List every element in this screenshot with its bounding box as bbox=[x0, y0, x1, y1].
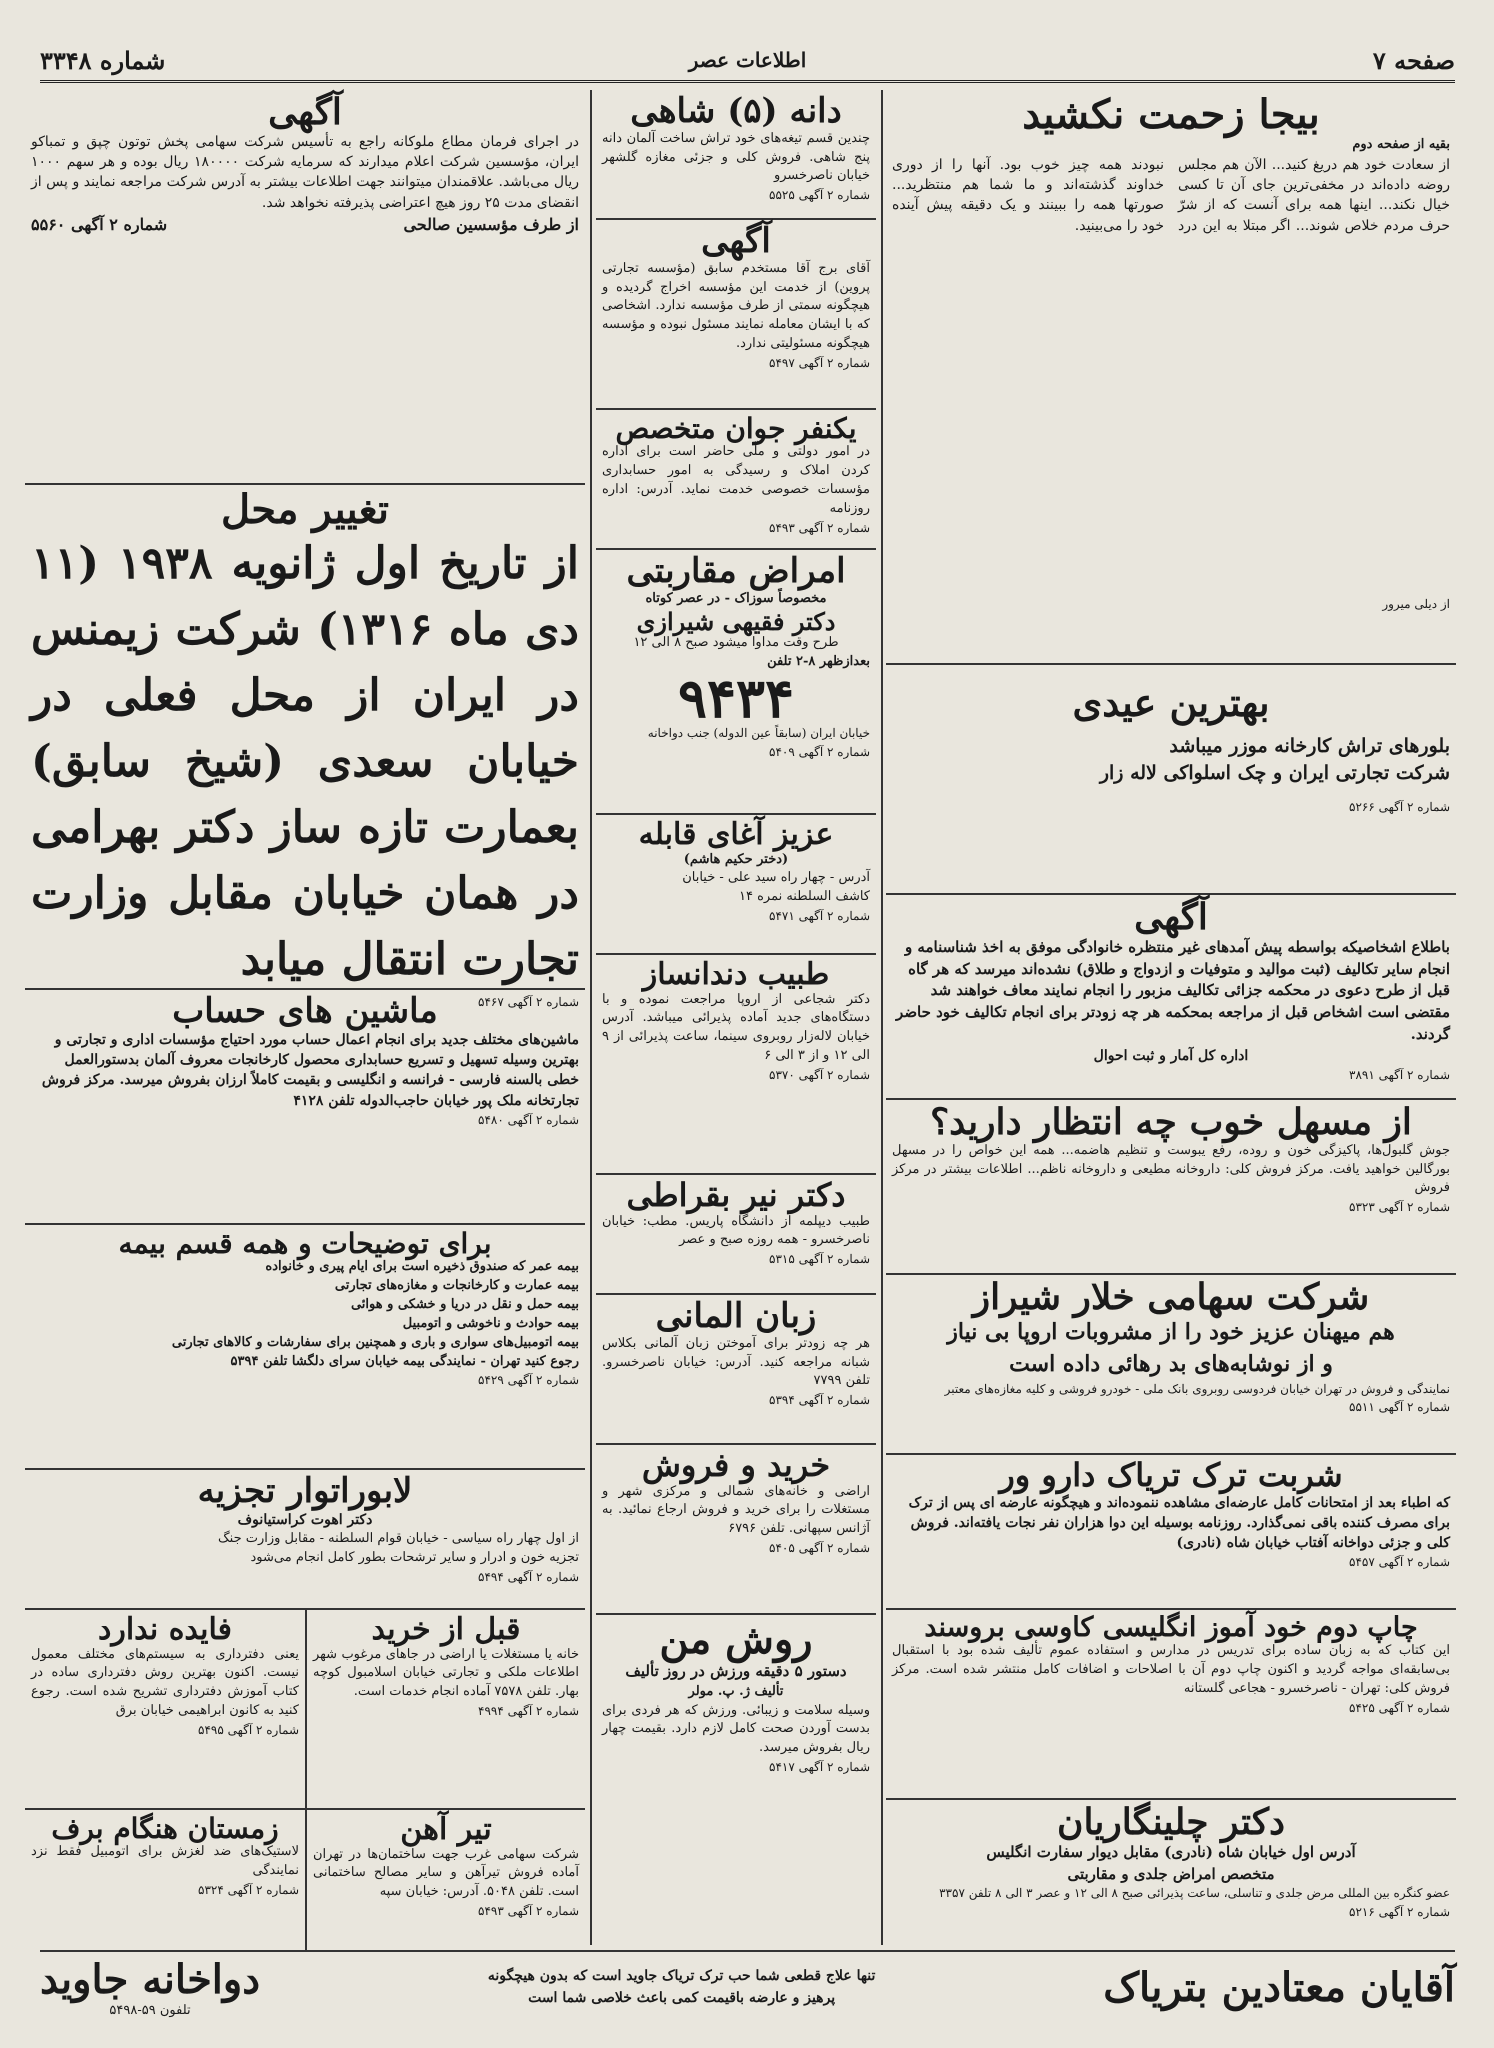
ad-bimeh bbox=[25, 1225, 585, 1470]
ad-title: قبل از خرید bbox=[371, 1612, 521, 1647]
ad-ref: شماره ۲ آگهی ۵۵۶۰ bbox=[31, 214, 168, 234]
ad-ref: شماره ۲ آگهی ۵۳۱۵ bbox=[769, 1252, 870, 1267]
footer-line: پرهیز و عارضه باقیمت کمی باعث خلاصی شما است bbox=[528, 1990, 836, 2006]
ad-line: آدرس - چهار راه سید علی - خیابان bbox=[682, 870, 870, 886]
ad-ref: شماره ۲ آگهی ۴۹۹۴ bbox=[478, 1704, 579, 1719]
ad-line: بیمه حوادث و ناخوشی و اتومبیل bbox=[402, 1315, 579, 1331]
ad-chelingarian bbox=[886, 1800, 1456, 1950]
ad-line: (دختر حکیم هاشم) bbox=[683, 851, 789, 867]
ad-title: دکتر نیر بقراطی bbox=[626, 1176, 846, 1214]
ad-title: دانه (۵) شاهی bbox=[630, 91, 842, 131]
footer-left-title: دواخانه جاوید bbox=[40, 1956, 261, 2003]
ad-title: زمستان هنگام برف bbox=[51, 1812, 279, 1845]
ad-title: طبیب دندانساز bbox=[642, 957, 830, 992]
ad-best-eidi bbox=[886, 665, 1456, 895]
ad-line: دکتر اهوت کراستیانوف bbox=[237, 1511, 373, 1528]
ad-khollar bbox=[886, 1275, 1456, 1455]
ad-title: عزیز آغای قابله bbox=[638, 817, 834, 852]
ad-body: این کتاب که به زبان ساده برای تدریس در مدارس و استفاده عموم تألیف شده بود با استقبال بی‌سابقه‌ای مواجه گردید و اکنون چاپ دوم آن با اصلاحات و اضافات کامل منتشر شده است. مرکز فروش کلی: تهران - ناصرخسرو - هجاعی گلستانه bbox=[892, 1643, 1450, 1697]
ad-line: آدرس اول خیابان شاه (نادری) مقابل دیوار سفارت انگلیس bbox=[986, 1842, 1356, 1861]
ad-line: بیمه عمارت و کارخانجات و مغازه‌های تجارتی bbox=[334, 1278, 579, 1294]
ad-ref: شماره ۲ آگهی ۵۴۲۵ bbox=[1349, 1700, 1450, 1715]
ad-ref: شماره ۲ آگهی ۵۴۷۱ bbox=[769, 909, 870, 924]
ad-title: برای توضیحات و همه قسم بیمه bbox=[118, 1227, 492, 1260]
ad-ref: شماره ۲ آگهی ۵۴۹۴ bbox=[478, 1569, 579, 1584]
ad-title: شربت ترک تریاک دارو ور bbox=[999, 1456, 1343, 1494]
ad-taghir-mahal bbox=[25, 485, 585, 1009]
footer-tel: تلفون ۵۹-۵۴۹۸ bbox=[109, 2003, 191, 2018]
page-footer-ad bbox=[40, 1950, 1455, 2022]
ad-kavousi bbox=[886, 1610, 1456, 1800]
ad-boghrati bbox=[596, 1175, 876, 1295]
ad-ref: شماره ۲ آگهی ۵۳۲۴ bbox=[198, 1883, 299, 1898]
ad-body: در اجرای فرمان مطاع ملوکانه راجع به تأسیس شرکت سهامی پخش توتون چپق و تمباکو ایران، مؤسسین شرکت اعلام میدارند که سرمایه شرکت ۱۸۰۰۰۰ ریال بوده و هر سهم ۱۰۰۰ ریال می‌باشد. علاقمندان میتوانند جهت اطلاعات بیشتر به آدرس شرکت مراجعه نمایند و پس از انقضای مدت ۲۵ روز هیچ اعتراضی پذیرفته نخواهد شد. bbox=[31, 133, 579, 211]
left-subcolumn-a bbox=[25, 1610, 305, 1950]
ad-body: در امور دولتی و ملّی حاضر است برای اداره کردن املاک و رسیدگی به امور حسابداری مؤسسات خصوصی خدمت نماید. آدرس: اداره روزنامه bbox=[602, 444, 870, 516]
ad-body: جوش گلبول‌ها، پاکیزگی خون و روده، رفع یبوست و تنظیم هاضمه... همه این خواص را در مسهل بورگالین خواهید یافت. مرکز فروش کلی: داروخانه مطیعی و داروخانه ناظم... اطلاعات بیشتر در مرکز فروش bbox=[892, 1142, 1450, 1196]
page-header bbox=[40, 40, 1455, 83]
ad-body: آقای برج آقا مستخدم سابق (مؤسسه تجارتی پروین) از خدمت این مؤسسه اخراج گردیده و هیچگونه سمتی از طرف مؤسسه ندارد. اشخاصی که با ایشان معامله نمایند مسئول نبوده و مؤسسه هیچگونه مسئولیتی ندارد. bbox=[602, 260, 870, 352]
ad-ref: شماره ۲ آگهی ۵۴۱۷ bbox=[769, 1760, 870, 1775]
ad-line: مخصوصاً سوزاک - در عصر کوتاه bbox=[645, 590, 827, 606]
ad-agahi-tutun bbox=[25, 90, 585, 485]
ad-daneh bbox=[596, 90, 876, 220]
ad-address: خیابان ایران (سابقاً عین الدوله) جنب دواخانه bbox=[647, 726, 870, 741]
footer-middle bbox=[488, 1965, 876, 2010]
paper-name: اطلاعات عصر bbox=[688, 48, 807, 72]
ad-ref: شماره ۲ آگهی ۵۴۰۹ bbox=[769, 744, 870, 759]
ad-dentist bbox=[596, 955, 876, 1175]
ad-amraz bbox=[596, 550, 876, 815]
ad-line: بیمه اتومبیل‌های سواری و باری و همچنین برای سفارشات و کالاهای تجارتی bbox=[171, 1334, 579, 1350]
ad-line: از اول چهار راه سیاسی - خیابان قوام السلطنه - مقابل وزارت جنگ bbox=[218, 1530, 579, 1546]
ad-signature: اداره کل آمار و ثبت احوال bbox=[1093, 1047, 1249, 1064]
ad-agahi-amar bbox=[886, 895, 1456, 1100]
ad-body-large: از تاریخ اول ژانویه ۱۹۳۸ (۱۱ دی ماه ۱۳۱۶) شرکت زیمنس در ایران از محل فعلی در خیابان سعدی (شیخ سابق) بعمارت تازه ساز دکتر بهرامی در همان خیابان مقابل وزارت تجارت انتقال میابد bbox=[31, 538, 580, 985]
ad-ref: شماره ۲ آگهی ۵۳۷۰ bbox=[769, 1067, 870, 1082]
ad-ref: شماره ۲ آگهی ۵۵۲۵ bbox=[769, 188, 870, 203]
ad-zemestan bbox=[25, 1810, 305, 1950]
ad-line: نمایندگی و فروش در تهران خیابان فردوسی روبروی بانک ملی - خودرو فروشی و کلیه مغازه‌های معتبر bbox=[944, 1381, 1450, 1396]
ad-ref: شماره ۲ آگهی ۵۲۶۶ bbox=[1349, 799, 1450, 814]
ad-title: آگهی bbox=[701, 221, 771, 261]
ad-body: هر چه زودتر برای آموختن زبان آلمانی بکلاس شبانه مراجعه کنید. آدرس: خیابان ناصرخسرو. تلفن ۷۷۹۹ bbox=[602, 1335, 870, 1389]
ad-ref: شماره ۲ آگهی ۵۴۸۰ bbox=[478, 1112, 579, 1127]
ad-line: شرکت تجارتی ایران و چک اسلواکی لاله زار bbox=[1099, 762, 1450, 785]
ad-title: لابوراتوار تجزیه bbox=[197, 1471, 413, 1511]
article-title: بیجا زحمت نکشید bbox=[1022, 91, 1320, 138]
ad-title: آگهی bbox=[268, 91, 342, 133]
ad-title: ماشین های حساب bbox=[172, 991, 438, 1031]
ad-title: روش من bbox=[659, 1616, 813, 1663]
article-signature: از دیلی میرور bbox=[1382, 596, 1450, 611]
ad-body: دکتر شجاعی از اروپا مراجعت نموده و با دستگاه‌های جدید آماده پذیرائی میباشد. آدرس خیابان لاله‌زار روبروی سینما، ساعت پذیرائی از ۹ الی ۱۲ و از ۳ الی ۶ bbox=[602, 991, 870, 1064]
ad-signature: از طرف مؤسسین صالحی bbox=[403, 214, 579, 234]
ad-title: زبان المانی bbox=[655, 1296, 817, 1336]
column-divider bbox=[590, 90, 592, 1945]
footer-left bbox=[40, 1956, 260, 2018]
ad-javan bbox=[596, 410, 876, 550]
ad-body: چندین قسم تیغه‌های خود تراش ساخت آلمان دانه پنج شاهی. فروش کلی و جزئی مغازه گلشهر خیابان ناصرخسرو bbox=[602, 130, 870, 184]
ad-line: عضو کنگره بین المللی مرض جلدی و تناسلی، ساعت پذیرائی صبح ۸ الی ۱۲ و عصر ۳ الی ۸ تلفن ۳۳۵۷ bbox=[939, 1886, 1450, 1901]
ad-line: بیمه حمل و نقل در دریا و خشکی و هوائی bbox=[350, 1297, 579, 1313]
page-number: صفحه ۷ bbox=[1372, 45, 1455, 75]
ad-title: خرید و فروش bbox=[641, 1446, 831, 1484]
ad-title: دکتر چلینگاریان bbox=[1057, 1801, 1285, 1843]
ad-body: طبیب دیپلمه از دانشگاه پاریس. مطب: خیابان ناصرخسرو - همه روزه صبح و عصر bbox=[602, 1213, 870, 1248]
ad-german bbox=[596, 1295, 876, 1445]
article-bija bbox=[886, 90, 1456, 665]
issue-number: شماره ۳۳۴۸ bbox=[40, 45, 166, 75]
ad-darvor bbox=[886, 1455, 1456, 1610]
ad-title: شرکت سهامی خلار شیراز bbox=[972, 1276, 1370, 1318]
ad-hours: طرح وقت مداوا میشود صبح ۸ الی ۱۲ bbox=[633, 634, 839, 650]
doctor-name: دکتر فقیهی شیرازی bbox=[636, 606, 836, 636]
ad-body: اراضی و خانه‌های شمالی و مرکزی شهر و مستغلات را برای خرید و فروش ارجاع نمائید. به آژانس سپهانی. تلفن ۶۷۹۶ bbox=[602, 1483, 870, 1537]
ad-ref: شماره ۲ آگهی ۳۸۹۱ bbox=[1349, 1067, 1450, 1082]
ad-title: آگهی bbox=[1134, 896, 1208, 938]
ad-title: یکنفر جوان متخصص bbox=[615, 412, 857, 445]
ad-raveshe-man bbox=[596, 1615, 876, 1950]
ad-line: کاشف السلطنه نمره ۱۴ bbox=[738, 889, 870, 905]
ad-line: و از نوشابه‌های بد رهائی داده است bbox=[1009, 1350, 1333, 1377]
ad-body: وسیله سلامت و زیبائی. ورزش که هر فردی برای بدست آوردن صحت کامل لازم دارد. بقیمت چهار ریال بفروش میرسد. bbox=[602, 1702, 870, 1756]
ad-title: فایده ندارد bbox=[97, 1612, 233, 1647]
ad-line: بلورهای تراش کارخانه موزر میباشد bbox=[1169, 734, 1450, 757]
article-body: از سعادت خود هم دریغ کنید... الآن هم مجلس روضه داده‌اند در مخفی‌ترین جای آن تا کسی خیال نکند... اینها همه برای آنست که از شرّ حرف مردم خلاص شوند... اگر مبتلا به این درد نبودند همه چیز خوب بود. آنها را از دوری خداوند گذشته‌اند و ما شما هم منتظرید... صورتها همه را ببینند و یک دقیقه پیش آینده خود را می‌بینید. bbox=[892, 156, 1450, 234]
ad-ghabl-az-kharid bbox=[307, 1610, 585, 1810]
ad-ref: شماره ۲ آگهی ۵۳۹۴ bbox=[769, 1393, 870, 1408]
ad-body: که اطباء بعد از امتحانات کامل عارضه‌ای مشاهده ننموده‌اند و هیچگونه عارضه ای پس از ترک برای مصرف کننده باقی نمی‌گذارد. روزنامه بوسیله این دوا هزاران نفر نجات یافته‌اند. فروش کلی و جزئی دواخانه آفتاب خیابان شاه (نادری) bbox=[908, 1494, 1450, 1552]
ad-title: تغییر محل bbox=[220, 486, 390, 533]
ad-body: ماشین‌های مختلف جدید برای انجام اعمال حساب مورد احتیاج مؤسسات اداری و تجارتی و بهترین وسیله تسهیل و تسریع حسابداری محصول کارخانجات معروف آلمان بدستورالعمل خطی بالسنه فارسی - فرانسه و انگلیسی و بقیمت کاملاً ارزان بفروش میرسد. مرکز فروش تجارتخانه ملک پور خیابان حاجب‌الدوله تلفن ۴۱۲۸ bbox=[41, 1031, 579, 1109]
ad-ref: شماره ۲ آگهی ۵۳۲۳ bbox=[1349, 1200, 1450, 1215]
ad-faydeh bbox=[25, 1610, 305, 1810]
column-divider bbox=[881, 90, 883, 1945]
ad-moshel bbox=[886, 1100, 1456, 1275]
ad-machines bbox=[25, 990, 585, 1225]
left-subcolumn-b bbox=[307, 1610, 585, 1950]
phone-number: ۹۴۳۴ bbox=[677, 666, 794, 731]
ad-ref: شماره ۲ آگهی ۵۴۶۷ bbox=[478, 995, 579, 1009]
ad-ref: شماره ۲ آگهی ۵۴۵۷ bbox=[1349, 1555, 1450, 1570]
ad-line: متخصص امراض جلدی و مقاربتی bbox=[1067, 1864, 1275, 1883]
ad-ref: شماره ۲ آگهی ۵۴۰۵ bbox=[769, 1541, 870, 1556]
ad-title: امراض مقاربتی bbox=[626, 551, 846, 591]
ad-body: باطلاع اشخاصیکه بواسطه پیش آمدهای غیر منتظره خانوادگی موفق به اخذ شناسنامه و انجام سایر تکالیف (ثبت موالید و متوفیات و ازدواج و طلاق) نشده‌اند میرسد که هر گاه قبل از طرح دعوی در محکمه جزائی تکالیف مزبور را انجام نمایند معاف خواهند شد مقتضی است اشخاص قبل از مراجعه بمحکمه هر چه زودتر برای انجام تکالیف خود حاضر گردند. bbox=[896, 937, 1450, 1043]
ad-ref: شماره ۲ آگهی ۵۴۲۹ bbox=[478, 1373, 579, 1388]
ad-agahi-parvin bbox=[596, 220, 876, 410]
ad-laboratory bbox=[25, 1470, 585, 1610]
ad-body: شرکت سهامی غرب جهت ساختمان‌ها در تهران آماده فروش تیرآهن و سایر مصالح ساختمانی است. تلفن ۵۰۴۸. آدرس: خیابان سپه bbox=[313, 1846, 579, 1900]
footer-line: تنها علاج قطعی شما حب ترک تریاک جاوید است که بدون هیچگونه bbox=[487, 1967, 876, 1984]
ad-title: چاپ دوم خود آموز انگلیسی کاوسی بروسند bbox=[924, 1612, 1418, 1643]
ad-line: دستور ۵ دقیقه ورزش در روز تألیف bbox=[625, 1662, 847, 1680]
ad-ref: شماره ۲ آگهی ۵۴۹۷ bbox=[769, 355, 870, 370]
ad-body: خانه یا مستغلات یا اراضی در جاهای مرغوب شهر اطلاعات ملکی و تجارتی خیابان اسلامبول کوچه بهار. تلفن ۷۵۷۸ آماده انجام خدمات است. bbox=[313, 1646, 579, 1700]
ad-ref: شماره ۲ آگهی ۵۴۹۵ bbox=[198, 1722, 299, 1737]
article-sub: بقیه از صفحه دوم bbox=[1352, 137, 1450, 152]
ad-tel-label: بعدازظهر ۸-۲ تلفن bbox=[767, 653, 870, 669]
ad-title: بهترین عیدی bbox=[1072, 680, 1270, 725]
ad-line: تجزیه خون و ادرار و سایر ترشحات بطور کامل انجام می‌شود bbox=[250, 1549, 579, 1565]
ad-line: تألیف ژ. پ. مولر bbox=[688, 1683, 784, 1699]
footer-right-title: آقایان معتادین بتریاک bbox=[1103, 1963, 1455, 2011]
ad-title: تیر آهن bbox=[400, 1812, 492, 1847]
ad-ref: شماره ۲ آگهی ۵۴۹۳ bbox=[769, 520, 870, 535]
ad-ref: شماره ۲ آگهی ۵۵۱۱ bbox=[1349, 1399, 1450, 1414]
ad-line: رجوع کنید تهران - نمایندگی بیمه خیابان سرای دلگشا تلفن ۵۳۹۴ bbox=[230, 1353, 579, 1369]
ad-kharid bbox=[596, 1445, 876, 1615]
ad-ghabeleh bbox=[596, 815, 876, 955]
ad-ref: شماره ۲ آگهی ۵۲۱۶ bbox=[1349, 1904, 1450, 1919]
ad-title: از مسهل خوب چه انتظار دارید؟ bbox=[930, 1101, 1412, 1143]
ad-line: بیمه عمر که صندوق ذخیره است برای ایام پیری و خانواده bbox=[265, 1259, 579, 1275]
ad-ref: شماره ۲ آگهی ۵۴۹۳ bbox=[478, 1904, 579, 1919]
ad-body: لاستیک‌های ضد لغزش برای اتومبیل فقط نزد نمایندگی bbox=[31, 1844, 299, 1879]
ad-line: هم میهنان عزیز خود را از مشروبات اروپا بی نیاز bbox=[947, 1318, 1395, 1345]
ad-body: یعنی دفترداری به سیستم‌های مختلف معمول نیست. اکنون بهترین روش دفترداری ساده در کتاب آموزش دفترداری تشریح شده است. رجوع کنید به کانون ابراهیمی خیابان برق bbox=[31, 1646, 299, 1719]
ad-tir-ahan bbox=[307, 1810, 585, 1950]
